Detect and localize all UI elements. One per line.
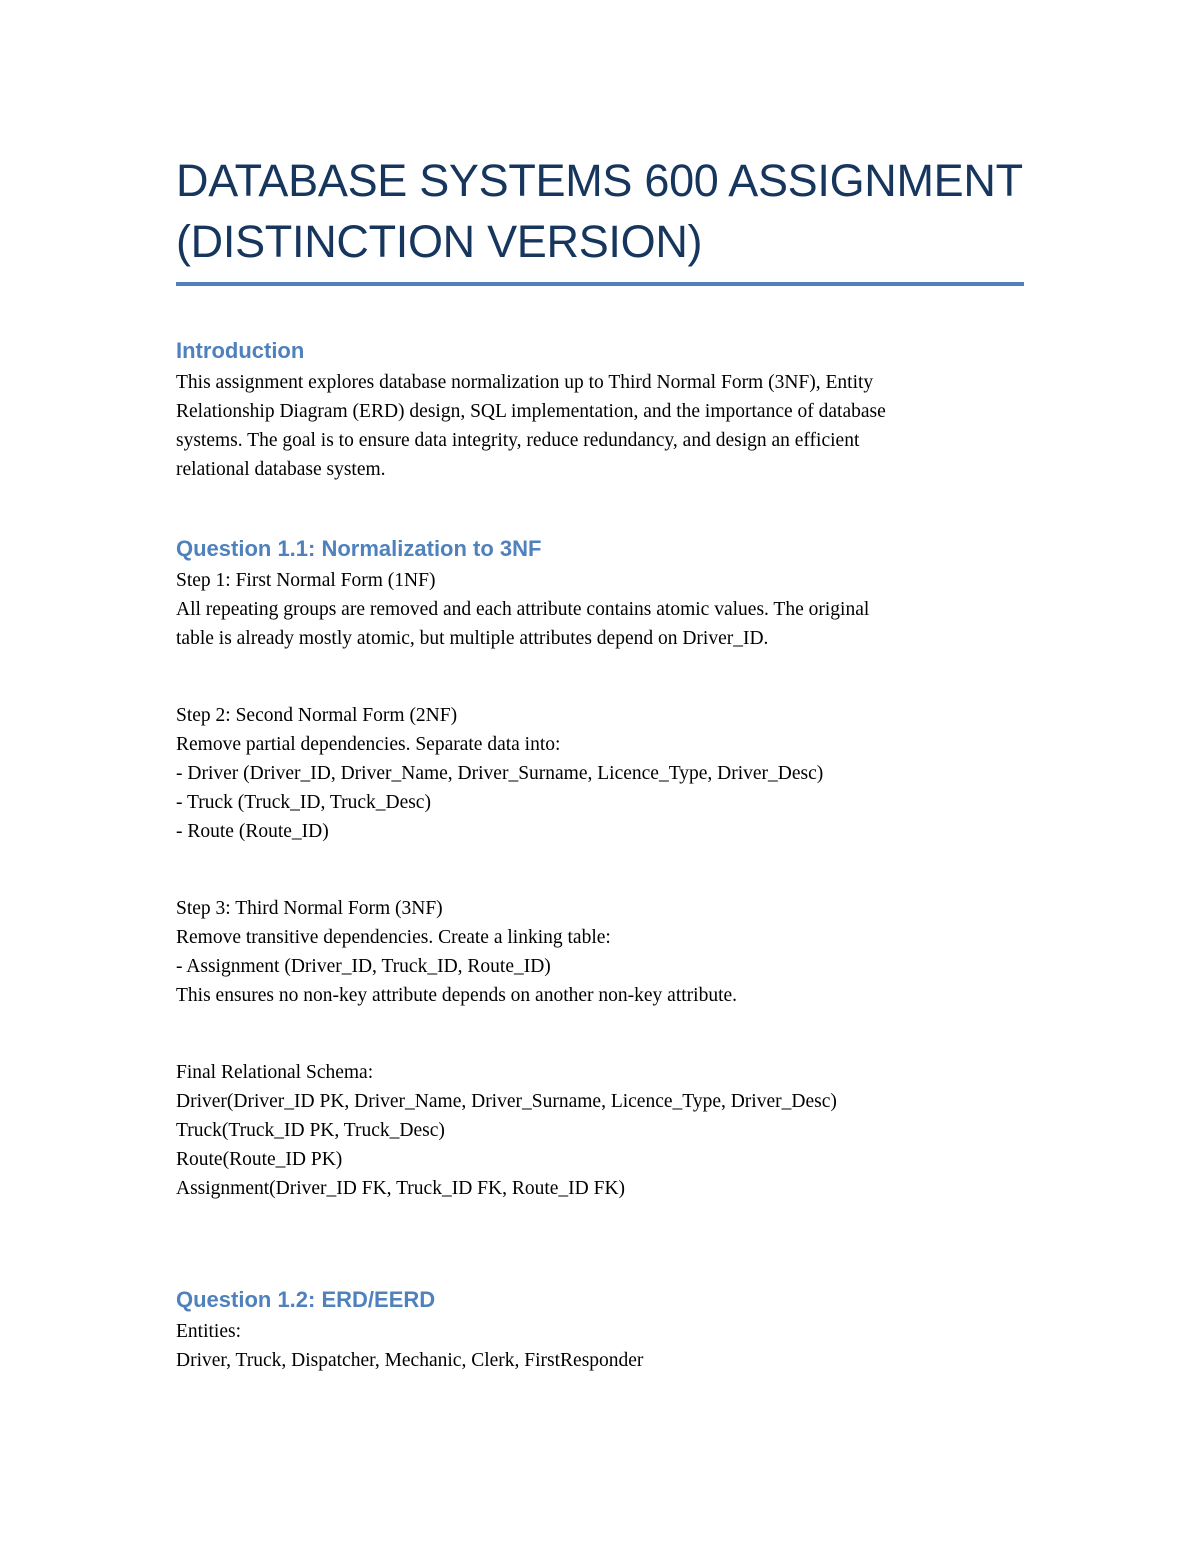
text-line: Entities: [176,1321,241,1342]
text-line: Remove partial dependencies. Separate data into: [176,734,561,755]
text-line: Driver, Truck, Dispatcher, Mechanic, Clerk, FirstResponder [176,1350,644,1371]
text-line: Step 1: First Normal Form (1NF) [176,570,436,591]
relational-schema-paragraph [176,1058,1024,1203]
text-line: Remove transitive dependencies. Create a linking table: [176,927,611,948]
step-3-paragraph [176,894,1024,1010]
text-line: - Assignment (Driver_ID, Truck_ID, Route_ID) [176,956,551,977]
text-line: - Driver (Driver_ID, Driver_Name, Driver_Surname, Licence_Type, Driver_Desc) [176,763,824,784]
entities-paragraph [176,1317,1024,1375]
step-2-paragraph [176,701,1024,846]
step-1-paragraph [176,566,1024,653]
text-line: This ensures no non-key attribute depends on another non-key attribute. [176,985,738,1006]
text-line: systems. The goal is to ensure data integrity, reduce redundancy, and design an efficient [176,430,860,451]
text-line: relational database system. [176,459,386,480]
text-line: Route(Route_ID PK) [176,1149,343,1170]
question-1-1-heading: Question 1.1: Normalization to 3NF [176,536,542,561]
text-line: Final Relational Schema: [176,1062,374,1083]
text-line: Driver(Driver_ID PK, Driver_Name, Driver_Surname, Licence_Type, Driver_Desc) [176,1091,837,1112]
title-underline [176,282,1024,286]
question-1-2-heading: Question 1.2: ERD/EERD [176,1287,436,1312]
text-line: - Route (Route_ID) [176,821,329,842]
text-line: - Truck (Truck_ID, Truck_Desc) [176,792,431,813]
document-title [176,150,1024,272]
text-line: All repeating groups are removed and each attribute contains atomic values. The original [176,599,870,620]
text-line: This assignment explores database normalization up to Third Normal Form (3NF), Entity [176,372,874,393]
text-line: Relationship Diagram (ERD) design, SQL implementation, and the importance of database [176,401,886,422]
text-line: Assignment(Driver_ID FK, Truck_ID FK, Route_ID FK) [176,1178,626,1199]
introduction-paragraph [176,368,1024,484]
document-body [176,150,1024,1375]
text-line: table is already mostly atomic, but multiple attributes depend on Driver_ID. [176,628,769,649]
title-line-1: DATABASE SYSTEMS 600 ASSIGNMENT [176,155,1023,206]
title-line-2: (DISTINCTION VERSION) [176,216,703,267]
introduction-heading: Introduction [176,338,305,363]
text-line: Step 3: Third Normal Form (3NF) [176,898,443,919]
text-line: Step 2: Second Normal Form (2NF) [176,705,458,726]
text-line: Truck(Truck_ID PK, Truck_Desc) [176,1120,445,1141]
